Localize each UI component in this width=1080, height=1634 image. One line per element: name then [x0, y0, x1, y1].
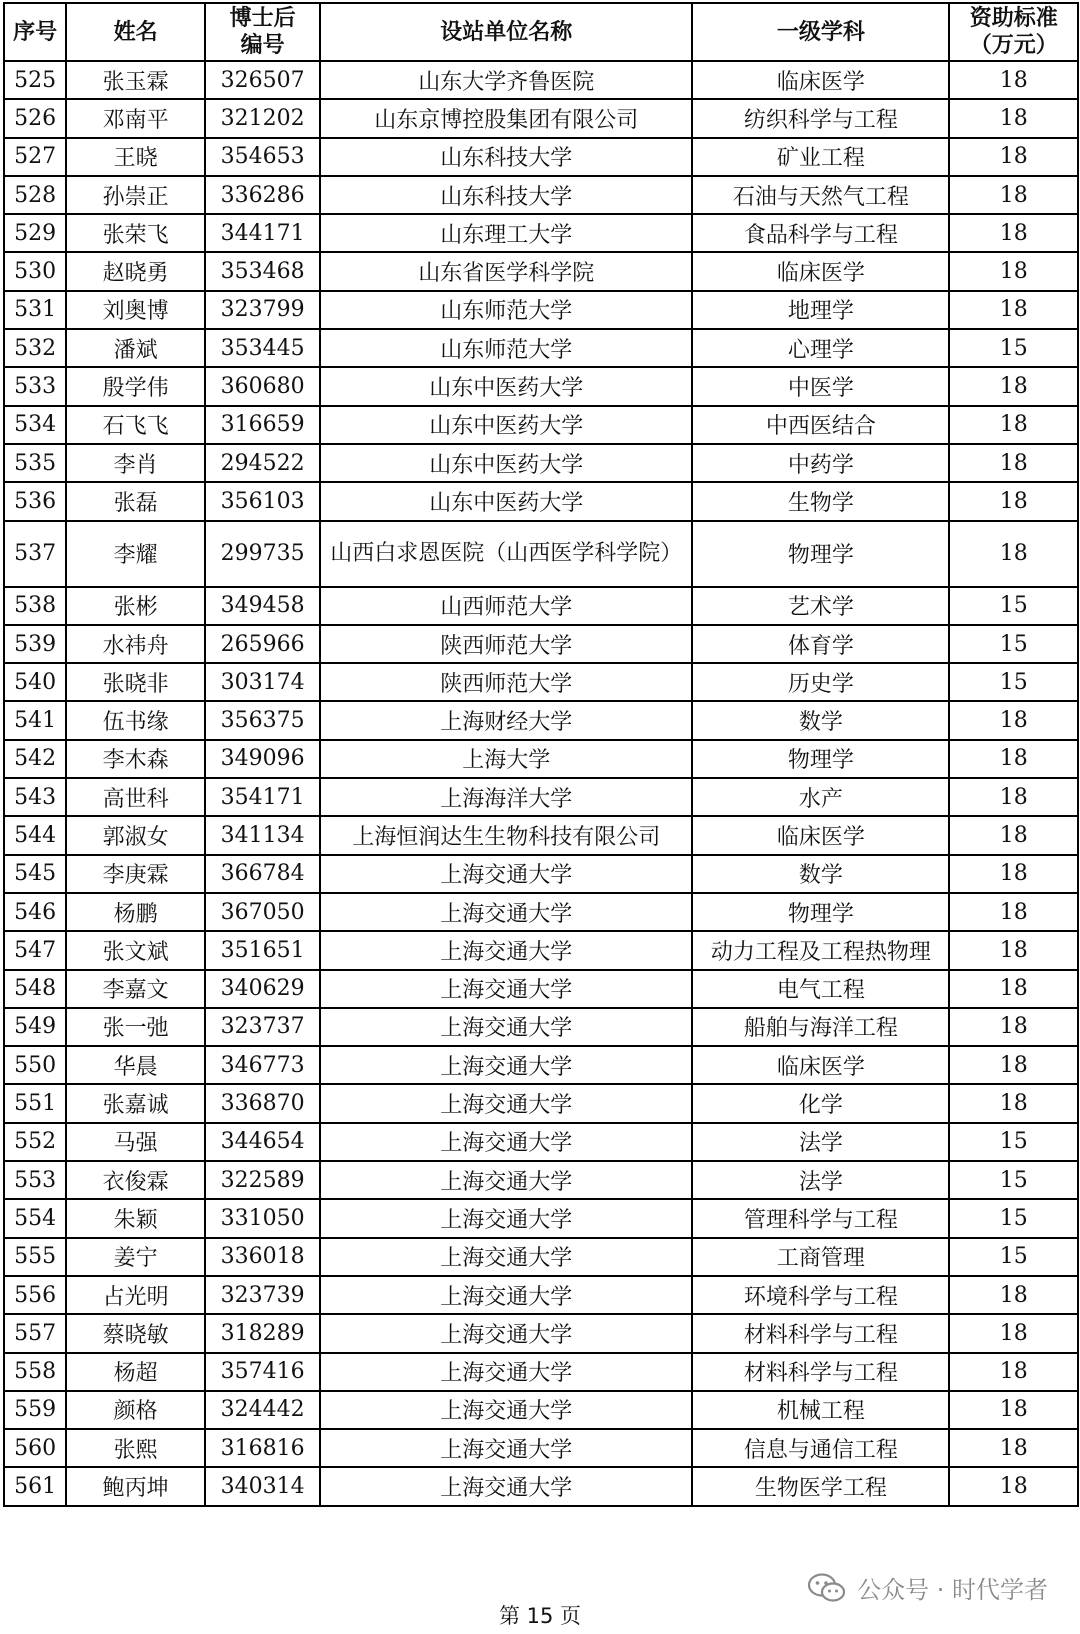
table-row: [4, 138, 1078, 176]
cell-institution: 上海交通大学: [320, 1046, 692, 1084]
cell-name: 张一弛: [66, 1008, 205, 1046]
cell-index: 549: [4, 1008, 66, 1046]
cell-funding: 18: [949, 893, 1078, 931]
cell-institution: 上海大学: [320, 740, 692, 778]
cell-name: 张熙: [66, 1429, 205, 1467]
cell-institution: 上海交通大学: [320, 1008, 692, 1046]
cell-postdoc-id: 349096: [205, 740, 320, 778]
cell-index: 551: [4, 1084, 66, 1122]
cell-institution: 上海交通大学: [320, 970, 692, 1008]
cell-institution: 山东中医药大学: [320, 482, 692, 520]
cell-postdoc-id: 353445: [205, 329, 320, 367]
cell-discipline: 食品科学与工程: [692, 214, 949, 252]
cell-name: 颜格: [66, 1391, 205, 1429]
table-row: [4, 521, 1078, 587]
cell-name: 李木森: [66, 740, 205, 778]
cell-institution: 山东中医药大学: [320, 444, 692, 482]
cell-index: 537: [4, 521, 66, 587]
table-row: [4, 1046, 1078, 1084]
cell-discipline: 生物学: [692, 482, 949, 520]
cell-name: 李庚霖: [66, 855, 205, 893]
cell-index: 542: [4, 740, 66, 778]
wechat-icon: [807, 1572, 847, 1604]
cell-index: 534: [4, 406, 66, 444]
table-row: [4, 61, 1078, 99]
cell-institution: 上海交通大学: [320, 1161, 692, 1199]
cell-index: 543: [4, 778, 66, 816]
cell-postdoc-id: 299735: [205, 521, 320, 587]
table-row: [4, 1238, 1078, 1276]
table-row: [4, 855, 1078, 893]
table-row: [4, 1467, 1078, 1505]
cell-discipline: 历史学: [692, 663, 949, 701]
cell-postdoc-id: 303174: [205, 663, 320, 701]
cell-discipline: 管理科学与工程: [692, 1199, 949, 1237]
cell-institution: 山西师范大学: [320, 587, 692, 625]
cell-postdoc-id: 353468: [205, 252, 320, 290]
cell-name: 赵晓勇: [66, 252, 205, 290]
cell-funding: 15: [949, 625, 1078, 663]
table-row: [4, 663, 1078, 701]
cell-index: 528: [4, 176, 66, 214]
cell-institution: 上海交通大学: [320, 1314, 692, 1352]
cell-name: 李嘉文: [66, 970, 205, 1008]
table-row: [4, 740, 1078, 778]
cell-discipline: 艺术学: [692, 587, 949, 625]
cell-discipline: 水产: [692, 778, 949, 816]
cell-postdoc-id: 349458: [205, 587, 320, 625]
cell-funding: 18: [949, 291, 1078, 329]
cell-index: 530: [4, 252, 66, 290]
cell-discipline: 信息与通信工程: [692, 1429, 949, 1467]
cell-name: 潘斌: [66, 329, 205, 367]
cell-discipline: 物理学: [692, 893, 949, 931]
cell-funding: 18: [949, 1046, 1078, 1084]
cell-index: 546: [4, 893, 66, 931]
cell-institution: 上海海洋大学: [320, 778, 692, 816]
cell-funding: 18: [949, 931, 1078, 969]
cell-discipline: 材料科学与工程: [692, 1353, 949, 1391]
table-row: [4, 1161, 1078, 1199]
cell-index: 533: [4, 367, 66, 405]
cell-discipline: 临床医学: [692, 1046, 949, 1084]
cell-postdoc-id: 336286: [205, 176, 320, 214]
table-row: [4, 1008, 1078, 1046]
header-row: [4, 3, 1078, 61]
table-row: [4, 1276, 1078, 1314]
cell-name: 杨超: [66, 1353, 205, 1391]
header-funding: 资助标准 （万元）: [949, 3, 1078, 61]
cell-postdoc-id: 367050: [205, 893, 320, 931]
cell-institution: 上海交通大学: [320, 855, 692, 893]
table-row: [4, 1391, 1078, 1429]
watermark-text: 公众号 · 时代学者: [857, 1576, 1048, 1604]
cell-index: 539: [4, 625, 66, 663]
cell-funding: 18: [949, 970, 1078, 1008]
cell-name: 姜宁: [66, 1238, 205, 1276]
cell-funding: 15: [949, 587, 1078, 625]
cell-index: 560: [4, 1429, 66, 1467]
cell-funding: 18: [949, 444, 1078, 482]
table-row: [4, 701, 1078, 739]
cell-discipline: 地理学: [692, 291, 949, 329]
cell-discipline: 矿业工程: [692, 138, 949, 176]
cell-funding: 18: [949, 482, 1078, 520]
table-row: [4, 406, 1078, 444]
cell-discipline: 材料科学与工程: [692, 1314, 949, 1352]
cell-funding: 18: [949, 176, 1078, 214]
table-row: [4, 252, 1078, 290]
cell-name: 殷学伟: [66, 367, 205, 405]
header-postdoc-id: 博士后 编号: [205, 3, 320, 61]
cell-institution: 上海交通大学: [320, 931, 692, 969]
cell-funding: 18: [949, 1429, 1078, 1467]
cell-name: 杨鹏: [66, 893, 205, 931]
cell-discipline: 心理学: [692, 329, 949, 367]
page-number: 第 15 页: [498, 1604, 582, 1628]
table-row: [4, 482, 1078, 520]
cell-index: 527: [4, 138, 66, 176]
cell-postdoc-id: 344171: [205, 214, 320, 252]
cell-index: 540: [4, 663, 66, 701]
cell-index: 558: [4, 1353, 66, 1391]
cell-name: 石飞飞: [66, 406, 205, 444]
cell-funding: 18: [949, 1276, 1078, 1314]
cell-name: 鲍丙坤: [66, 1467, 205, 1505]
cell-discipline: 中医学: [692, 367, 949, 405]
cell-discipline: 临床医学: [692, 816, 949, 854]
table-row: [4, 625, 1078, 663]
cell-funding: 18: [949, 855, 1078, 893]
cell-funding: 15: [949, 1123, 1078, 1161]
table-row: [4, 587, 1078, 625]
cell-name: 李肖: [66, 444, 205, 482]
cell-postdoc-id: 356375: [205, 701, 320, 739]
cell-funding: 18: [949, 252, 1078, 290]
cell-name: 张磊: [66, 482, 205, 520]
cell-index: 553: [4, 1161, 66, 1199]
cell-name: 王晓: [66, 138, 205, 176]
cell-funding: 18: [949, 701, 1078, 739]
cell-index: 555: [4, 1238, 66, 1276]
table-row: [4, 176, 1078, 214]
table-body: [4, 61, 1078, 1506]
cell-discipline: 中药学: [692, 444, 949, 482]
cell-discipline: 物理学: [692, 740, 949, 778]
cell-postdoc-id: 354653: [205, 138, 320, 176]
cell-institution: 上海交通大学: [320, 1353, 692, 1391]
table-row: [4, 291, 1078, 329]
cell-discipline: 电气工程: [692, 970, 949, 1008]
table-row: [4, 444, 1078, 482]
cell-funding: 15: [949, 329, 1078, 367]
cell-funding: 15: [949, 1238, 1078, 1276]
cell-discipline: 船舶与海洋工程: [692, 1008, 949, 1046]
cell-funding: 18: [949, 61, 1078, 99]
cell-institution: 山东京博控股集团有限公司: [320, 99, 692, 137]
cell-funding: 15: [949, 1199, 1078, 1237]
header-index: 序号: [4, 3, 66, 61]
cell-institution: 上海交通大学: [320, 1276, 692, 1314]
table-row: [4, 970, 1078, 1008]
cell-postdoc-id: 341134: [205, 816, 320, 854]
cell-institution: 山东中医药大学: [320, 406, 692, 444]
cell-postdoc-id: 265966: [205, 625, 320, 663]
cell-name: 水祎舟: [66, 625, 205, 663]
cell-institution: 上海交通大学: [320, 1238, 692, 1276]
table-row: [4, 778, 1078, 816]
cell-institution: 上海交通大学: [320, 1429, 692, 1467]
cell-institution: 山东科技大学: [320, 176, 692, 214]
cell-institution: 山东省医学科学院: [320, 252, 692, 290]
cell-funding: 18: [949, 1084, 1078, 1122]
cell-name: 华晨: [66, 1046, 205, 1084]
funding-table-wrapper: [3, 2, 1079, 1507]
cell-funding: 18: [949, 1391, 1078, 1429]
cell-index: 529: [4, 214, 66, 252]
cell-postdoc-id: 323739: [205, 1276, 320, 1314]
cell-discipline: 数学: [692, 855, 949, 893]
cell-discipline: 法学: [692, 1123, 949, 1161]
cell-postdoc-id: 323799: [205, 291, 320, 329]
cell-postdoc-id: 326507: [205, 61, 320, 99]
cell-funding: 18: [949, 521, 1078, 587]
header-name: 姓名: [66, 3, 205, 61]
cell-index: 552: [4, 1123, 66, 1161]
cell-postdoc-id: 360680: [205, 367, 320, 405]
cell-institution: 山东师范大学: [320, 329, 692, 367]
table-row: [4, 893, 1078, 931]
header-institution: 设站单位名称: [320, 3, 692, 61]
table-row: [4, 1429, 1078, 1467]
cell-discipline: 临床医学: [692, 61, 949, 99]
cell-name: 占光明: [66, 1276, 205, 1314]
cell-institution: 陕西师范大学: [320, 625, 692, 663]
cell-institution: 陕西师范大学: [320, 663, 692, 701]
cell-postdoc-id: 331050: [205, 1199, 320, 1237]
cell-name: 邓南平: [66, 99, 205, 137]
cell-index: 525: [4, 61, 66, 99]
cell-postdoc-id: 336018: [205, 1238, 320, 1276]
cell-discipline: 中西医结合: [692, 406, 949, 444]
funding-table: [3, 2, 1079, 1507]
cell-index: 541: [4, 701, 66, 739]
cell-funding: 18: [949, 1008, 1078, 1046]
cell-index: 561: [4, 1467, 66, 1505]
cell-index: 556: [4, 1276, 66, 1314]
cell-index: 557: [4, 1314, 66, 1352]
cell-index: 544: [4, 816, 66, 854]
cell-institution: 上海交通大学: [320, 1199, 692, 1237]
cell-name: 伍书缘: [66, 701, 205, 739]
cell-postdoc-id: 323737: [205, 1008, 320, 1046]
cell-discipline: 机械工程: [692, 1391, 949, 1429]
cell-name: 张彬: [66, 587, 205, 625]
cell-discipline: 纺织科学与工程: [692, 99, 949, 137]
cell-institution: 上海交通大学: [320, 1467, 692, 1505]
cell-discipline: 生物医学工程: [692, 1467, 949, 1505]
cell-funding: 18: [949, 1353, 1078, 1391]
cell-postdoc-id: 344654: [205, 1123, 320, 1161]
cell-postdoc-id: 366784: [205, 855, 320, 893]
cell-institution: 山东科技大学: [320, 138, 692, 176]
cell-index: 545: [4, 855, 66, 893]
header-discipline: 一级学科: [692, 3, 949, 61]
table-row: [4, 99, 1078, 137]
table-row: [4, 367, 1078, 405]
cell-funding: 18: [949, 138, 1078, 176]
cell-discipline: 临床医学: [692, 252, 949, 290]
cell-index: 535: [4, 444, 66, 482]
cell-postdoc-id: 356103: [205, 482, 320, 520]
cell-funding: 18: [949, 778, 1078, 816]
cell-funding: 18: [949, 740, 1078, 778]
cell-institution: 上海恒润达生生物科技有限公司: [320, 816, 692, 854]
cell-funding: 18: [949, 214, 1078, 252]
cell-index: 548: [4, 970, 66, 1008]
cell-name: 朱颖: [66, 1199, 205, 1237]
cell-discipline: 工商管理: [692, 1238, 949, 1276]
cell-name: 张荣飞: [66, 214, 205, 252]
cell-discipline: 物理学: [692, 521, 949, 587]
table-header: [4, 3, 1078, 61]
table-row: [4, 816, 1078, 854]
table-row: [4, 329, 1078, 367]
cell-funding: 18: [949, 1314, 1078, 1352]
table-row: [4, 214, 1078, 252]
table-row: [4, 1314, 1078, 1352]
cell-postdoc-id: 346773: [205, 1046, 320, 1084]
cell-funding: 18: [949, 367, 1078, 405]
cell-postdoc-id: 340314: [205, 1467, 320, 1505]
cell-name: 郭淑女: [66, 816, 205, 854]
cell-postdoc-id: 294522: [205, 444, 320, 482]
cell-name: 张文斌: [66, 931, 205, 969]
table-row: [4, 1084, 1078, 1122]
cell-index: 559: [4, 1391, 66, 1429]
cell-discipline: 体育学: [692, 625, 949, 663]
table-row: [4, 1199, 1078, 1237]
cell-institution: 山东师范大学: [320, 291, 692, 329]
cell-institution: 上海交通大学: [320, 1391, 692, 1429]
cell-funding: 18: [949, 406, 1078, 444]
cell-funding: 15: [949, 1161, 1078, 1199]
cell-postdoc-id: 321202: [205, 99, 320, 137]
cell-index: 554: [4, 1199, 66, 1237]
cell-institution: 山东中医药大学: [320, 367, 692, 405]
cell-institution: 上海交通大学: [320, 1123, 692, 1161]
cell-name: 蔡晓敏: [66, 1314, 205, 1352]
cell-postdoc-id: 354171: [205, 778, 320, 816]
cell-name: 马强: [66, 1123, 205, 1161]
cell-institution: 山西白求恩医院（山西医学科学院）: [320, 521, 692, 587]
cell-name: 张嘉诚: [66, 1084, 205, 1122]
cell-discipline: 化学: [692, 1084, 949, 1122]
cell-discipline: 动力工程及工程热物理: [692, 931, 949, 969]
cell-funding: 18: [949, 1467, 1078, 1505]
cell-index: 531: [4, 291, 66, 329]
cell-postdoc-id: 336870: [205, 1084, 320, 1122]
cell-postdoc-id: 318289: [205, 1314, 320, 1352]
cell-postdoc-id: 351651: [205, 931, 320, 969]
cell-postdoc-id: 340629: [205, 970, 320, 1008]
cell-institution: 山东大学齐鲁医院: [320, 61, 692, 99]
table-row: [4, 1123, 1078, 1161]
cell-postdoc-id: 316659: [205, 406, 320, 444]
cell-name: 孙崇正: [66, 176, 205, 214]
cell-index: 536: [4, 482, 66, 520]
cell-name: 刘奥博: [66, 291, 205, 329]
cell-institution: 上海财经大学: [320, 701, 692, 739]
cell-institution: 山东理工大学: [320, 214, 692, 252]
cell-index: 532: [4, 329, 66, 367]
cell-institution: 上海交通大学: [320, 1084, 692, 1122]
cell-index: 547: [4, 931, 66, 969]
cell-postdoc-id: 357416: [205, 1353, 320, 1391]
cell-discipline: 石油与天然气工程: [692, 176, 949, 214]
table-row: [4, 931, 1078, 969]
cell-funding: 18: [949, 99, 1078, 137]
cell-discipline: 法学: [692, 1161, 949, 1199]
cell-index: 526: [4, 99, 66, 137]
cell-index: 538: [4, 587, 66, 625]
cell-name: 张晓非: [66, 663, 205, 701]
cell-postdoc-id: 316816: [205, 1429, 320, 1467]
cell-name: 张玉霖: [66, 61, 205, 99]
cell-name: 高世科: [66, 778, 205, 816]
cell-funding: 15: [949, 663, 1078, 701]
cell-funding: 18: [949, 816, 1078, 854]
cell-institution: 上海交通大学: [320, 893, 692, 931]
cell-index: 550: [4, 1046, 66, 1084]
table-row: [4, 1353, 1078, 1391]
cell-name: 李耀: [66, 521, 205, 587]
cell-postdoc-id: 324442: [205, 1391, 320, 1429]
cell-name: 衣俊霖: [66, 1161, 205, 1199]
cell-discipline: 数学: [692, 701, 949, 739]
cell-discipline: 环境科学与工程: [692, 1276, 949, 1314]
cell-postdoc-id: 322589: [205, 1161, 320, 1199]
